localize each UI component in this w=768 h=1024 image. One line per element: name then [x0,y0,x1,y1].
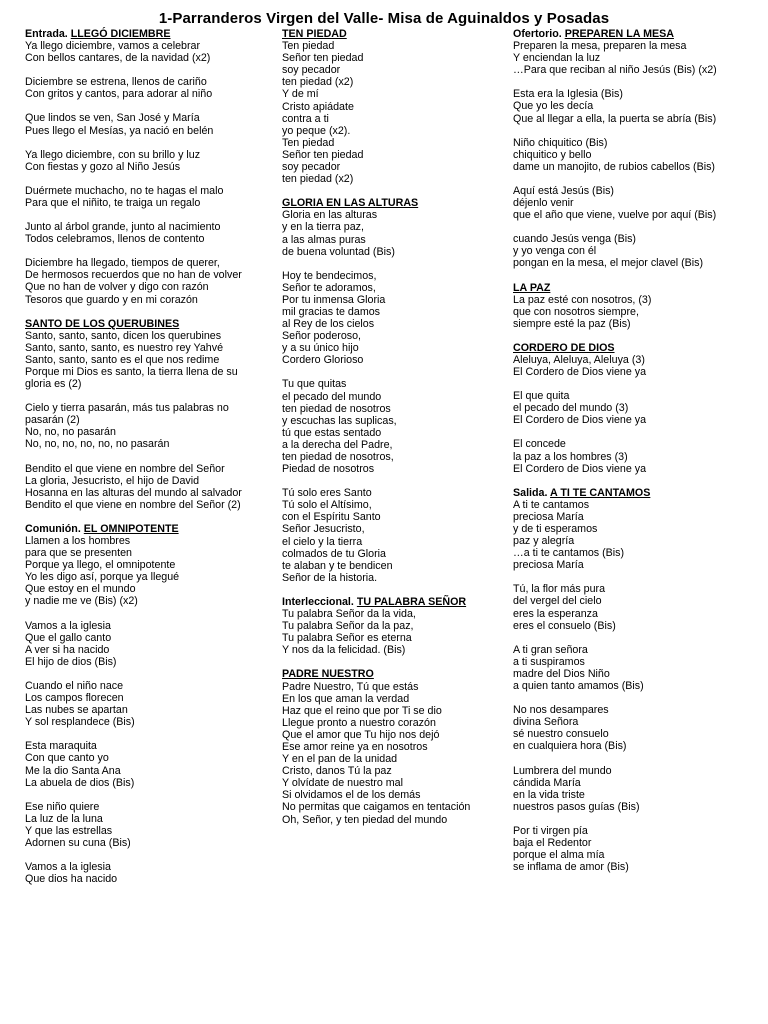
lyric-line: y escuchas las suplicas, [282,414,397,427]
lyric-line: Haz que el reino que por Ti se dio [282,704,442,717]
song-title: LLEGÓ DICIEMBRE [70,28,171,40]
lyric-line: Santo, santo, santo es el que nos redime [25,353,220,366]
stanza [25,112,275,136]
song-section [25,523,275,885]
lyric-line: Que al llegar a ella, la puerta se abría (Bis) [513,112,717,125]
lyric-line: en cualquiera hora (Bis) [513,740,627,753]
lyric-line: El Cordero de Dios viene ya [513,366,647,379]
lyric-line: Para que el niñito, te traiga un regalo [25,196,201,209]
lyric-line: Porque ya llego, el omnipotente [25,559,176,572]
lyric-line: Yo les digo así, porque ya llegué [25,571,180,584]
stanza [25,330,275,390]
lyric-line: La abuela de dios (Bis) [25,776,135,789]
song-title: A TI TE CANTAMOS [550,486,651,499]
song-section [25,28,275,306]
lyric-line: Señor ten piedad [282,52,364,65]
lyric-line: Bendito el que viene en nombre del Señor [25,462,225,475]
song-section [513,282,763,330]
stanza [282,681,507,826]
lyric-line: Aquí está Jesús (Bis) [513,184,614,197]
song-title: PREPAREN LA MESA [564,28,674,40]
stanza [25,680,275,728]
lyric-line: No nos desampares [513,704,609,717]
stanza [25,620,275,668]
song-part-label: Ofertorio. [513,28,562,40]
lyric-line: a las almas puras [282,233,366,246]
song-title: PADRE NUESTRO [282,668,374,681]
lyric-line: Y en el pan de la unidad [282,753,398,766]
song-part-label: Entrada. [25,28,68,40]
song-part-label: Interleccional. [282,595,354,608]
lyric-line: A ti te cantamos [513,498,590,511]
stanza [25,221,275,245]
lyric-line: ten piedad de nosotros, [282,451,394,463]
lyric-line: Señor de la historia. [282,571,378,584]
song-title: TU PALABRA SEÑOR [356,595,467,608]
lyric-line: baja el Redentor [513,836,592,849]
lyric-line: Porque mi Dios es santo, la tierra llena de su [25,365,238,378]
stanza [25,149,275,173]
lyric-line: soy pecador [282,64,341,77]
lyric-line: Tu que quitas [282,378,347,391]
lyric-line: Oh, Señor, y ten piedad del mundo [282,813,448,826]
song-heading [25,523,275,535]
stanza [513,583,763,631]
lyric-line: y a su único hijo [282,342,359,355]
lyric-line: ten piedad (x2) [282,173,354,186]
lyric-line: ten piedad de nosotros [282,402,391,415]
lyric-line: pasarán (2) [25,414,80,427]
lyric-line: Que lindos se ven, San José y María [25,112,200,125]
lyric-line: dame un manojito, de rubios cabellos (Bis) [513,160,715,173]
lyric-line: en la vida triste [513,788,585,801]
lyric-line: del vergel del cielo [513,595,602,608]
lyric-line: Santo, santo, santo, es nuestro rey Yahvé [25,341,224,354]
lyric-line: Por tu inmensa Gloria [282,293,386,306]
lyric-line: Y de mí [282,88,319,101]
lyric-line: Pues llego el Mesías, ya nació en belén [25,124,214,137]
lyric-line: Ten piedad [282,40,335,53]
lyric-line: siempre esté la paz (Bis) [513,317,631,330]
lyric-line: …a ti te cantamos (Bis) [513,547,625,560]
lyric-line: yo peque (x2). [282,124,351,137]
stanza [513,294,763,330]
lyric-line: Y sol resplandece (Bis) [25,716,135,729]
lyric-line: Que el gallo canto [25,631,112,644]
stanza [513,88,763,124]
lyric-line: No, no, no pasarán [25,426,116,439]
lyric-line: Tú, la flor más pura [513,583,606,596]
column-middle [282,28,507,838]
lyric-line: madre del Dios Niño [513,667,610,680]
lyric-line: Niño chiquitico (Bis) [513,136,608,149]
song-title: EL OMNIPOTENTE [83,522,179,535]
lyric-line: Tú solo el Altísimo, [282,499,372,512]
lyric-line: divina Señora [513,716,579,729]
lyric-line: Que yo les decía [513,100,594,113]
lyric-line: que el año que viene, vuelve por aquí (Bis) [513,209,717,222]
song-heading [282,28,507,40]
song-section [513,342,763,475]
lyric-line: Hosanna en las alturas del mundo al salvador [25,486,242,499]
lyric-line: Con fiestas y gozo al Niño Jesús [25,160,181,173]
lyric-line: Duérmete muchacho, no te hagas el malo [25,184,224,197]
stanza [513,137,763,173]
column-right [513,28,763,885]
song-section [282,197,507,584]
lyric-line: Los campos florecen [25,692,124,705]
lyric-line: Cielo y tierra pasarán, más tus palabras no [25,402,229,415]
lyric-line: No, no, no, no, no, no pasarán [25,438,170,451]
lyric-line: Señor ten piedad [282,148,364,161]
stanza [282,40,507,185]
song-title: GLORIA EN LAS ALTURAS [282,197,419,210]
lyric-line: Y enciendan la luz [513,52,601,65]
lyric-line: se inflama de amor (Bis) [513,861,629,874]
stanza [25,861,275,885]
lyric-line: Tu palabra Señor da la vida, [282,608,416,621]
lyric-line: Diciembre ha llegado, tiempos de querer, [25,257,220,270]
song-section [282,668,507,825]
lyric-line: Señor poderoso, [282,330,362,343]
lyric-line: A ver si ha nacido [25,643,110,656]
lyric-line: Santo, santo, santo, dicen los querubines [25,329,222,342]
lyric-line: Ya llego diciembre, vamos a celebrar [25,40,201,53]
song-section [282,28,507,185]
lyric-line: En los que aman la verdad [282,692,410,705]
lyric-line: Bendito el que viene en nombre del Señor (2) [25,498,241,511]
lyric-line: Me la dio Santa Ana [25,764,121,777]
song-heading [513,487,763,499]
lyric-line: chiquitico y bello [513,148,592,161]
lyric-line: preciosa María [513,559,584,572]
lyric-line: Vamos a la iglesia [25,619,111,632]
lyric-line: Todos celebramos, llenos de contento [25,233,205,246]
lyric-line: tú que estas sentado [282,426,382,439]
song-section [25,318,275,511]
lyric-line: Señor te adoramos, [282,281,376,294]
lyric-line: El concede [513,438,566,451]
lyric-line: para que se presenten [25,547,132,560]
lyric-line: Con gritos y cantos, para adorar al niño [25,88,213,101]
lyric-line: La gloria, Jesucristo, el hijo de David [25,474,200,487]
stanza [282,487,507,584]
song-heading [25,318,275,330]
lyric-line: Con bellos cantares, de la navidad (x2) [25,52,211,65]
song-title: LA PAZ [513,281,551,294]
lyric-line: de buena voluntad (Bis) [282,245,395,258]
stanza [513,825,763,873]
song-heading [25,28,275,40]
lyric-line: Llamen a los hombres [25,535,131,547]
song-heading [513,282,763,294]
lyric-line: mil gracias te damos [282,305,381,318]
song-part-label: Salida. [513,486,548,499]
lyric-line: con el Espíritu Santo [282,511,381,524]
lyric-line: a la derecha del Padre, [282,438,393,451]
lyric-line: el pecado del mundo (3) [513,402,629,415]
song-section [282,596,507,656]
song-title: CORDERO DE DIOS [513,341,615,354]
lyric-line: Gloria en las alturas [282,209,378,222]
lyric-line: Ese niño quiere [25,800,100,813]
song-heading [282,596,507,608]
lyric-line: Tesoros que guardo y en mi corazón [25,293,198,306]
lyric-line: te alaban y te bendicen [282,559,393,572]
lyric-line: nuestros pasos guías (Bis) [513,800,640,813]
lyric-line: contra a ti [282,112,329,125]
lyric-line: Adornen su cuna (Bis) [25,836,131,849]
lyric-line: paz y alegría [513,535,575,548]
lyric-line: a ti suspiramos [513,655,585,668]
song-heading [513,28,763,40]
song-heading [282,197,507,209]
lyric-line: Cuando el niño nace [25,679,124,692]
stanza [25,257,275,305]
lyric-line: El Cordero de Dios viene ya [513,462,647,475]
lyric-line: Lumbrera del mundo [513,764,612,777]
stanza [513,185,763,221]
lyric-line: Que dios ha nacido [25,873,118,886]
lyric-line: Tu palabra Señor es eterna [282,632,412,645]
lyric-line: Y que las estrellas [25,824,113,837]
lyric-line: Esta era la Iglesia (Bis) [513,88,623,101]
lyric-line: Y nos da la felicidad. (Bis) [282,644,406,657]
lyric-line: Ten piedad [282,136,335,149]
lyric-line: colmados de tu Gloria [282,547,386,560]
stanza [513,765,763,813]
lyric-line: el pecado del mundo [282,390,382,403]
lyric-line: La luz de la luna [25,812,103,825]
lyric-line: No permitas que caigamos en tentación [282,801,471,814]
stanza [513,644,763,692]
lyric-line: Que estoy en el mundo [25,583,136,596]
song-heading [513,342,763,354]
stanza [513,354,763,378]
lyric-line: soy pecador [282,161,341,174]
lyric-line: Que el amor que Tu hijo nos dejó [282,728,440,741]
stanza [25,40,275,64]
lyric-line: …Para que reciban al niño Jesús (Bis) (x2) [513,64,717,77]
stanza [25,463,275,511]
stanza [25,185,275,209]
stanza [25,402,275,450]
lyric-line: gloria es (2) [25,378,82,391]
lyric-line: y yo venga con él [513,245,597,258]
stanza [513,499,763,572]
stanza [282,608,507,656]
lyric-line: a quien tanto amamos (Bis) [513,680,644,693]
lyric-line: Ese amor reine ya en nosotros [282,740,428,753]
lyric-line: ten piedad (x2) [282,76,354,89]
page-title: 1-Parranderos Virgen del Valle- Misa de Aguinaldos y Posadas [158,10,610,27]
song-part-label: Comunión. [25,522,81,535]
song-title: SANTO DE LOS QUERUBINES [25,317,180,330]
lyric-line: eres el consuelo (Bis) [513,619,616,632]
lyric-line: La paz esté con nosotros, (3) [513,293,652,306]
lyric-line: El Cordero de Dios viene ya [513,414,647,427]
lyric-line: Señor Jesucristo, [282,523,365,536]
lyric-line: Piedad de nosotros [282,463,375,476]
lyric-line: Cordero Glorioso [282,354,364,367]
lyric-line: porque el alma mía [513,849,605,862]
lyric-line: Esta maraquita [25,740,97,753]
lyric-line: Y olvídate de nuestro mal [282,777,404,790]
stanza [25,740,275,788]
lyric-line: pongan en la mesa, el mejor clavel (Bis) [513,257,704,270]
lyric-line: Vamos a la iglesia [25,861,111,874]
lyric-line: Ya llego diciembre, con su brillo y luz [25,148,201,161]
lyric-line: Junto al árbol grande, junto al nacimiento [25,221,221,234]
column-left [25,28,275,897]
song-title: TEN PIEDAD [282,28,347,40]
lyric-line: cándida María [513,776,581,789]
stanza [25,801,275,849]
lyric-line: Hoy te bendecimos, [282,269,377,282]
stanza [25,76,275,100]
lyric-line: la paz a los hombres (3) [513,450,628,463]
lyric-line: el cielo y la tierra [282,535,363,548]
lyric-line: déjenlo venir [513,197,574,210]
lyric-line: Si olvidamos el de los demás [282,789,421,802]
stanza [282,378,507,475]
lyric-line: cuando Jesús venga (Bis) [513,233,636,246]
lyric-line: Con que canto yo [25,752,109,765]
lyric-line: Aleluya, Aleluya, Aleluya (3) [513,353,645,366]
lyric-line: Las nubes se apartan [25,704,128,717]
song-section [513,487,763,874]
lyric-line: Diciembre se estrena, llenos de cariño [25,76,207,89]
lyric-line: Cristo apiádate [282,100,354,113]
lyric-line: El que quita [513,390,570,403]
lyric-line: Que no han de volver y digo con razón [25,281,209,294]
lyric-line: Llegue pronto a nuestro corazón [282,716,436,729]
stanza [282,209,507,257]
lyric-line: El hijo de dios (Bis) [25,655,117,668]
lyric-line: preciosa María [513,510,584,523]
lyric-line: al Rey de los cielos [282,318,375,331]
lyric-line: eres la esperanza [513,607,598,620]
stanza [513,40,763,76]
lyric-line: y nadie me ve (Bis) (x2) [25,595,138,608]
song-section [513,28,763,270]
stanza [513,704,763,752]
stanza [513,233,763,269]
lyric-line: A ti gran señora [513,643,588,656]
lyric-line: y en la tierra paz, [282,221,364,234]
lyric-line: y de ti esperamos [513,523,598,535]
stanza [282,270,507,367]
lyric-line: Preparen la mesa, preparen la mesa [513,40,687,53]
lyric-line: Tu palabra Señor da la paz, [282,620,414,633]
song-heading [282,668,507,680]
stanza [25,535,275,608]
lyric-line: Padre Nuestro, Tú que estás [282,680,419,693]
lyric-line: Cristo, danos Tú la paz [282,765,392,778]
lyric-line: Tú solo eres Santo [282,487,372,500]
stanza [513,438,763,474]
lyric-line: sé nuestro consuelo [513,728,609,741]
stanza [513,390,763,426]
lyric-line: De hermosos recuerdos que no han de volver [25,269,242,282]
lyric-line: que con nosotros siempre, [513,305,639,318]
lyric-line: Por ti virgen pía [513,824,588,837]
